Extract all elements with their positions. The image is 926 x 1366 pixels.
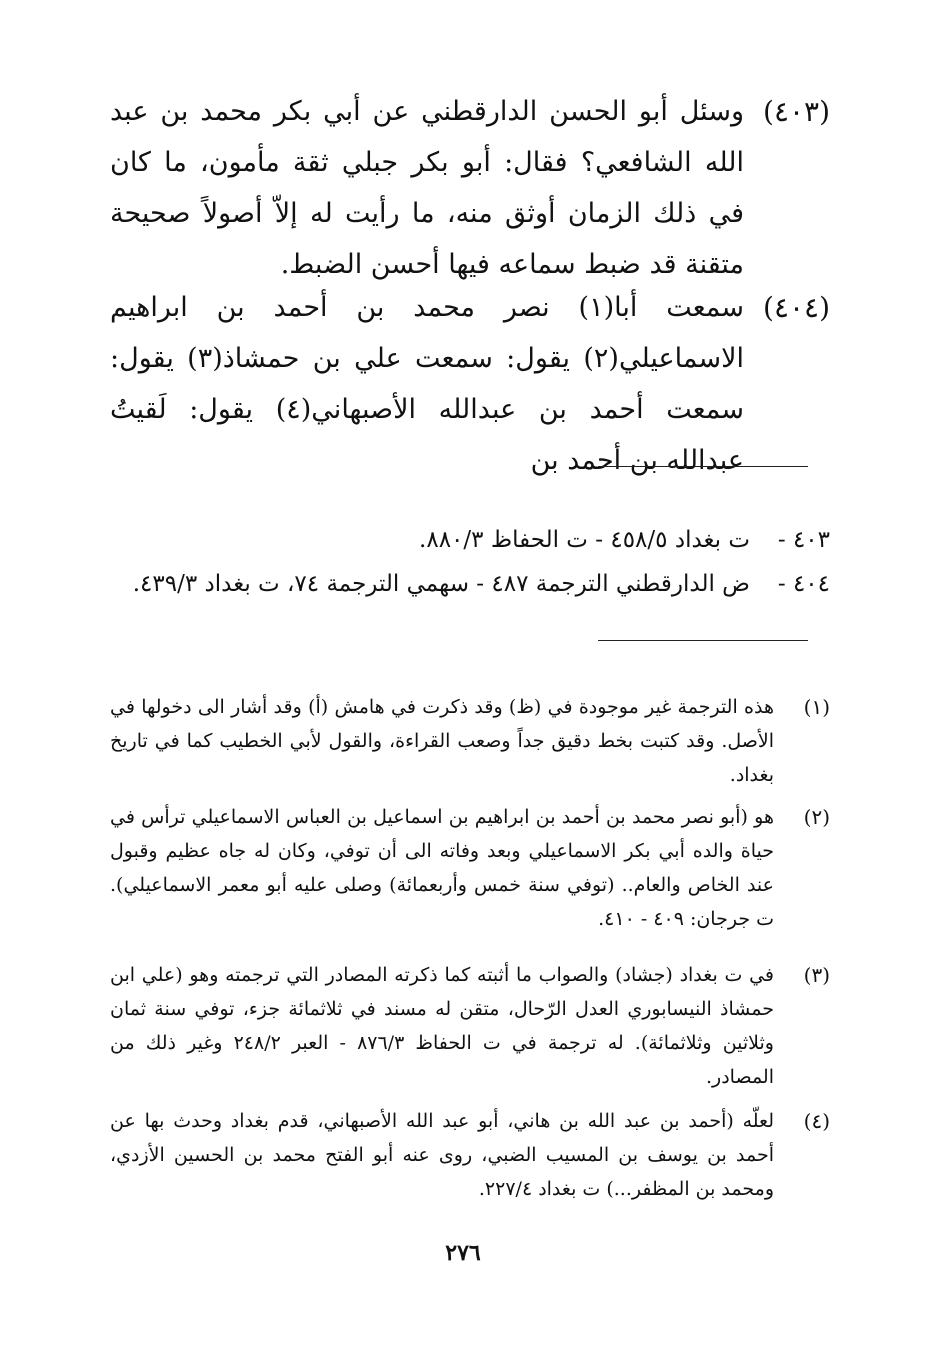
divider-rule [598, 640, 808, 641]
footnote-number: (٤) [803, 1109, 830, 1133]
footnote-3 [110, 958, 830, 1094]
footnote-text: هذه الترجمة غير موجودة في (ظ) وقد ذكرت في هامش (أ) وقد أشار الى دخولها في الأصل. وقد كتبت بخط دقيق جداً وصعب القراءة، والقول لأبي الخطيب كما في تاريخ بغداد. [110, 696, 774, 786]
entry-404 [110, 282, 830, 486]
divider-rule [598, 466, 808, 467]
footnote-number: (٣) [803, 963, 830, 987]
entry-number: (٤٠٣) [763, 95, 830, 128]
source-text: ت بغداد ٤٥٨/٥ - ت الحفاظ ٨٨٠/٣. [419, 527, 750, 553]
source-number: ٤٠٤ - [777, 571, 830, 597]
entry-number: (٤٠٤) [763, 291, 830, 324]
footnote-1 [110, 690, 830, 792]
footnote-text: هو (أبو نصر محمد بن أحمد بن ابراهيم بن اسماعيل بن العباس الاسماعيلي ترأس في حياة والده أبي بكر الاسماعيلي وبعد وفاته الى أن توفي، وكان له جاه عظيم وقبول عند الخاص والعام.. (توفي سنة خمس وأربعمائة) وصلى عليه أبو معمر الاسماعيلي). ت جرجان: ٤٠٩ - ٤١٠. [110, 806, 774, 930]
source-reference-404 [110, 564, 830, 604]
source-text: ض الدارقطني الترجمة ٤٨٧ - سهمي الترجمة ٧٤، ت بغداد ٤٣٩/٣. [132, 571, 750, 597]
entry-403 [110, 86, 830, 290]
source-reference-403 [110, 520, 830, 560]
footnote-text: في ت بغداد (جشاد) والصواب ما أثبته كما ذكرته المصادر التي ترجمته وهو (علي ابن حمشاذ النيسابوري العدل الرّحال، متقن له مسند في ثلاثمائة جزء، توفي سنة ثمان وثلاثين وثلاثمائة). له ترجمة في ت الحفاظ ٨٧٦/٣ - العبر ٢٤٨/٢ وغير ذلك من المصادر. [110, 964, 774, 1088]
entry-text: وسئل أبو الحسن الدارقطني عن أبي بكر محمد بن عبد الله الشافعي؟ فقال: أبو بكر جبلي ثقة مأمون، ما كان في ذلك الزمان أوثق منه، ما رأيت له إلاّ أصولاً صحيحة متقنة قد ضبط سماعه فيها أحسن الضبط. [110, 96, 744, 280]
page-number: ٢٧٦ [445, 1240, 481, 1266]
footnote-number: (١) [803, 695, 830, 719]
footnote-number: (٢) [803, 805, 830, 829]
entry-text: سمعت أبا(١) نصر محمد بن أحمد بن ابراهيم الاسماعيلي(٢) يقول: سمعت علي بن حمشاذ(٣) يقول: سمعت أحمد بن عبدالله الأصبهاني(٤) يقول: لَقيتُ عبدالله بن أحمد بن [110, 292, 745, 476]
footnote-4 [110, 1104, 830, 1206]
footnote-text: لعلّه (أحمد بن عبد الله بن هاني، أبو عبد الله الأصبهاني، قدم بغداد وحدث بها عن أحمد بن يوسف بن المسيب الضبي، روى عنه أبو الفتح محمد بن الحسين الأزدي، ومحمد بن المظفر...) ت بغداد ٢٢٧/٤. [110, 1110, 774, 1200]
source-number: ٤٠٣ - [777, 527, 830, 553]
footnote-2 [110, 800, 830, 936]
